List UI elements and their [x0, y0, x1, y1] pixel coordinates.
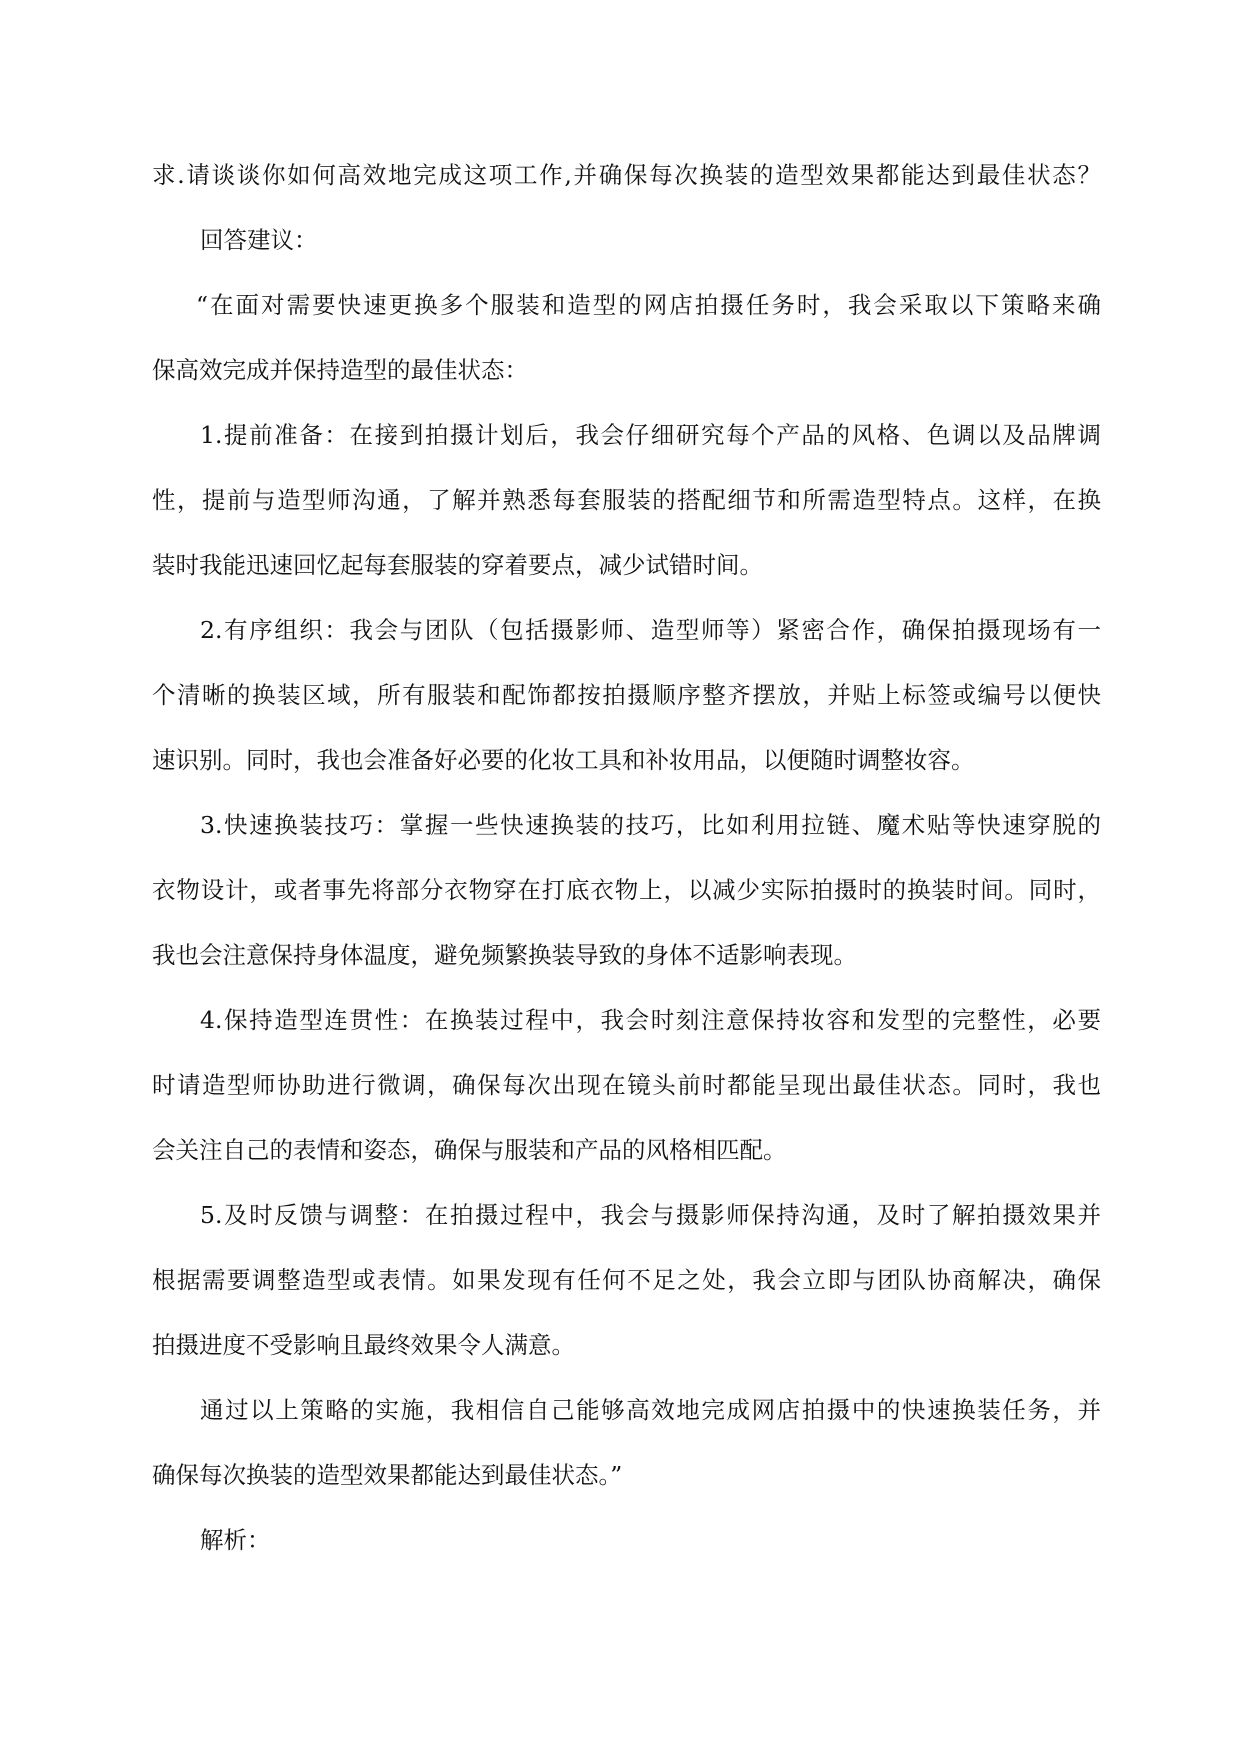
text-line-point3-2: 衣物设计，或者事先将部分衣物穿在打底衣物上，以减少实际拍摄时的换装时间。同时，	[152, 876, 1101, 904]
text-line-intro-2: 保高效完成并保持造型的最佳状态：	[152, 356, 528, 384]
heading-analysis: 解析：	[200, 1526, 271, 1554]
text-line-point1-2: 性，提前与造型师沟通，了解并熟悉每套服装的搭配细节和所需造型特点。这样，在换	[152, 486, 1101, 514]
text-line-point2-1: 2.有序组织：我会与团队（包括摄影师、造型师等）紧密合作，确保拍摄现场有一	[200, 616, 1101, 644]
text-line-point4-1: 4.保持造型连贯性：在换装过程中，我会时刻注意保持妆容和发型的完整性，必要	[200, 1006, 1101, 1034]
heading-answer-suggestion: 回答建议：	[200, 226, 318, 254]
text-line-conclusion-2: 确保每次换装的造型效果都能达到最佳状态。”	[152, 1461, 623, 1489]
text-line-point5-2: 根据需要调整造型或表情。如果发现有任何不足之处，我会立即与团队协商解决，确保	[152, 1266, 1101, 1294]
text-line-conclusion-1: 通过以上策略的实施，我相信自己能够高效地完成网店拍摄中的快速换装任务，并	[200, 1396, 1101, 1424]
text-line-point5-1: 5.及时反馈与调整：在拍摄过程中，我会与摄影师保持沟通，及时了解拍摄效果并	[200, 1201, 1101, 1229]
text-line-point3-3: 我也会注意保持身体温度，避免频繁换装导致的身体不适影响表现。	[152, 941, 857, 969]
text-line-point4-3: 会关注自己的表情和姿态，确保与服装和产品的风格相匹配。	[152, 1136, 787, 1164]
text-line-question-end: 求.请谈谈你如何高效地完成这项工作,并确保每次换装的造型效果都能达到最佳状态？	[152, 161, 1101, 189]
text-line-point4-2: 时请造型师协助进行微调，确保每次出现在镜头前时都能呈现出最佳状态。同时，我也	[152, 1071, 1101, 1099]
text-line-point2-3: 速识别。同时，我也会准备好必要的化妆工具和补妆用品，以便随时调整妆容。	[152, 746, 975, 774]
text-line-point3-1: 3.快速换装技巧：掌握一些快速换装的技巧，比如利用拉链、魔术贴等快速穿脱的	[200, 811, 1101, 839]
text-line-point5-3: 拍摄进度不受影响且最终效果令人满意。	[152, 1331, 575, 1359]
text-line-intro-1: “在面对需要快速更换多个服装和造型的网店拍摄任务时，我会采取以下策略来确	[196, 291, 1101, 319]
text-line-point2-2: 个清晰的换装区域，所有服装和配饰都按拍摄顺序整齐摆放，并贴上标签或编号以便快	[152, 681, 1101, 709]
text-line-point1-1: 1.提前准备：在接到拍摄计划后，我会仔细研究每个产品的风格、色调以及品牌调	[200, 421, 1101, 449]
text-line-point1-3: 装时我能迅速回忆起每套服装的穿着要点，减少试错时间。	[152, 551, 763, 579]
